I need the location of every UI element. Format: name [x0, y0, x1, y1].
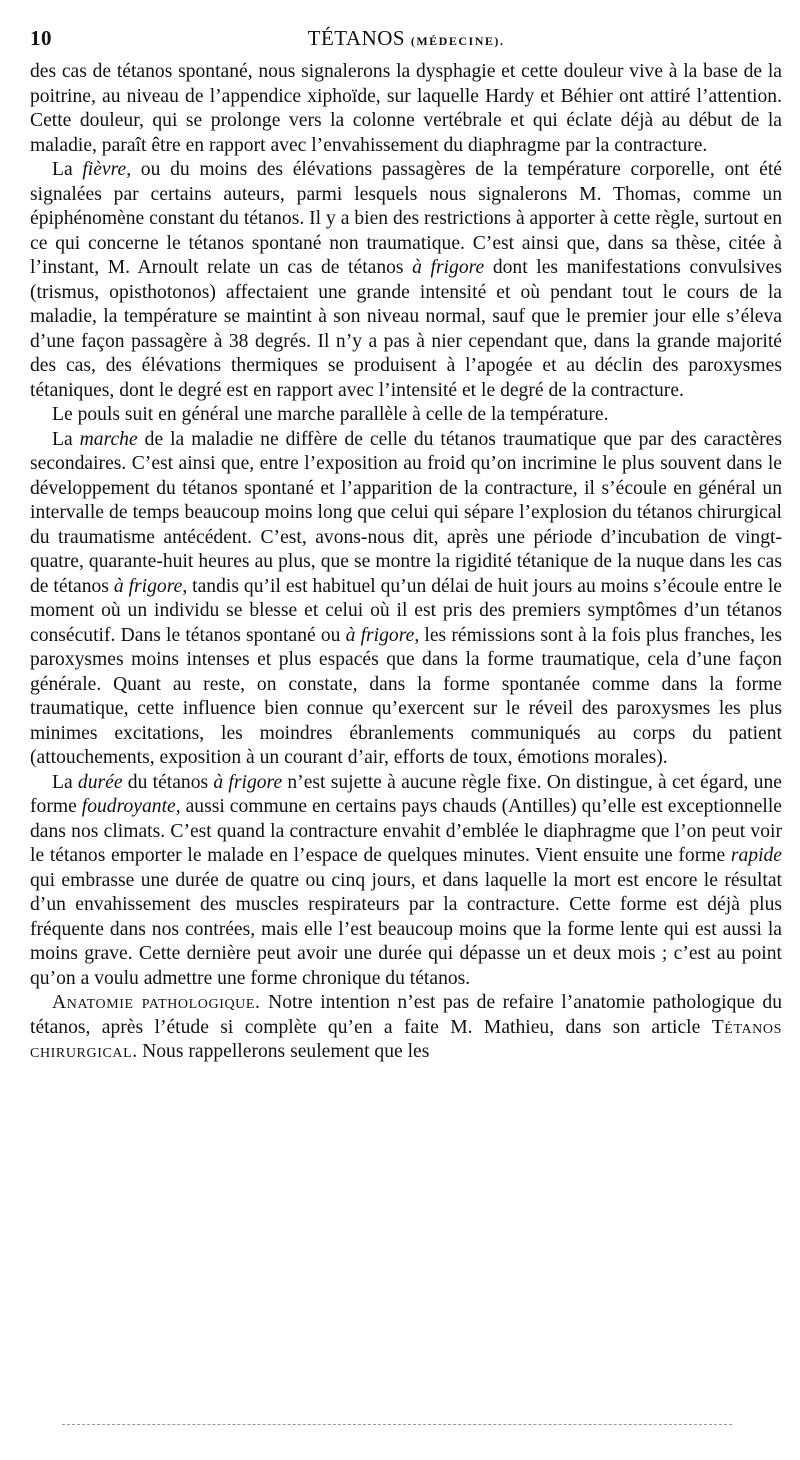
- emphasis-a-frigore: à frigore: [412, 257, 485, 278]
- text-run: qui embrasse une durée de quatre ou cinq jours, et dans laquelle la mort est encore le résultat d’un envahissement des muscles respirateurs par la contracture. Cette forme est déjà plus fréquente dans nos contrées, mais elle l’est beaucoup moins que la forme lente qui est aussi la moins grave. Cette dernière peut avoir une durée qui dépasse un et deux mois ; c’est au point qu’on a voulu admettre une forme chronique du tétanos.: [30, 869, 782, 989]
- body-text: [30, 60, 782, 1065]
- emphasis-foudroyante: foudroyante: [81, 796, 176, 817]
- text-run: , ou du moins des élévations passagères de la température corporelle, ont été signalées par certains auteurs, parmi lesquels nous signalerons M. Thomas, comme un épiphénomène constant du tétanos. Il y a bien des restrictions à apporter à cette règle, surtout en ce qui concerne le tétanos spontané non traumatique. C’est ainsi que, dans sa thèse, citée à l’instant, M. Arnoult relate un cas de tétanos: [30, 159, 782, 278]
- running-title-sub: (MÉDECINE).: [410, 34, 505, 48]
- text-run: Notre intention n’est pas de refaire l’anatomie pathologique du tétanos, après l’étude si complète qu’en a faite M. Mathieu, dans son article: [30, 992, 783, 1038]
- text-run: , aussi commune en certains pays chauds (Antilles) qu’elle est exceptionnelle dans nos climats. C’est quand la contracture envahit d’emblée le diaphragme que l’on peut voir le tétanos emporter le malade en l’espace de quelques minutes. Vient ensuite une forme: [30, 796, 782, 866]
- paragraph-anatomie: [30, 991, 782, 1065]
- emphasis-marche: marche: [79, 428, 138, 450]
- text-run: La: [52, 771, 78, 793]
- running-title-main: TÉTANOS: [307, 26, 406, 50]
- running-header: [30, 22, 782, 54]
- page-number: 10: [30, 26, 52, 50]
- text-run: La: [52, 159, 83, 180]
- paragraph-fievre: [30, 158, 782, 403]
- text-run: , tandis qu’il est habituel qu’un délai de huit jours au moins s’écoule entre le moment où un individu se blesse et celui où il est pris des premiers symptômes d’un tétanos consécutif. Dans le tétanos spontané ou: [30, 575, 782, 646]
- emphasis-fievre: fièvre: [82, 159, 127, 180]
- emphasis-rapide: rapide: [730, 845, 782, 866]
- emphasis-a-frigore: à frigore: [213, 771, 283, 793]
- paragraph-continuation: des cas de tétanos spontané, nous signalerons la dysphagie et cette douleur vive à la base de la poitrine, au niveau de l’appendice xiphoïde, sur laquelle Hardy et Béhier ont attiré l’attention. Cette douleur, qui se prolonge vers la colonne vertébrale et qui éclate déjà au début de la maladie, paraît être en rapport avec l’envahissement du diaphragme par la contracture.: [30, 61, 782, 156]
- page: [30, 22, 782, 1065]
- paragraph-pouls: Le pouls suit en général une marche parallèle à celle de la température.: [52, 404, 609, 425]
- footer-rule: [62, 1424, 732, 1425]
- running-title: [30, 26, 782, 51]
- text-run: dont les manifestations convulsives (trismus, opisthotonos) affectaient une grande intensité et où pendant tout le cours de la maladie, la température se maintint à son niveau normal, sauf que le premier jour elle s’éleva d’une façon passagère à 38 degrés. Il n’y a pas à nier cependant que, dans la grande majorité des cas, des élévations thermiques se produisent à l’apogée et au déclin des paroxysmes tétaniques, dont le degré est en rapport avec l’intensité et le degré de la contracture.: [30, 257, 782, 401]
- text-run: de la maladie ne diffère de celle du tétanos traumatique que par des caractères secondaires. C’est ainsi que, entre l’exposition au froid qu’on incrimine le plus souvent dans le développement du tétanos spontané et l’apparition de la contracture, il s’écoule en général un intervalle de temps beaucoup moins long que celui qui sépare l’explosion du tétanos chirurgical du traumatisme antécédent. C’est, avons-nous dit, après une période d’incubation de vingt-quatre, quarante-huit heures au plus, que se montre la rigidité tétanique de la nuque dans les cas de tétanos: [30, 428, 782, 597]
- cross-reference-tetanos-chirurgical: Tétanos chirurgical: [30, 1016, 782, 1062]
- emphasis-a-frigore: à frigore: [345, 624, 415, 646]
- section-heading-anatomie: Anatomie pathologique.: [52, 992, 261, 1013]
- text-run: du tétanos: [122, 771, 214, 793]
- text-run: , les rémissions sont à la fois plus franches, les paroxysmes moins intenses et plus espacés que dans la forme traumatique, cela d’une façon générale. Quant au reste, on constate, dans la forme spontanée comme dans la forme traumatique, cette influence bien connue qu’exercent sur le réveil des paroxysmes les plus minimes excitations, les moindres ébranlements communiqués au corps du patient (attouchements, exposition à un courant d’air, efforts de toux, émotions morales).: [30, 624, 782, 768]
- emphasis-a-frigore: à frigore: [113, 575, 183, 597]
- text-run: . Nous rappellerons seulement que les: [132, 1041, 430, 1062]
- paragraph-duree: [30, 771, 782, 992]
- text-run: La: [52, 428, 80, 450]
- paragraph-marche: [30, 428, 782, 771]
- text-run: n’est sujette à aucune règle fixe. On distingue, à cet égard, une forme: [30, 771, 782, 817]
- emphasis-duree: durée: [77, 771, 123, 793]
